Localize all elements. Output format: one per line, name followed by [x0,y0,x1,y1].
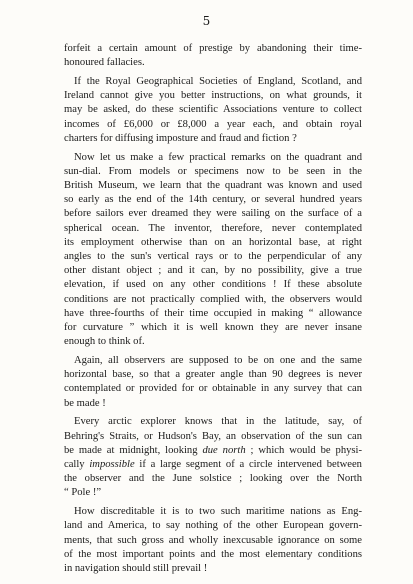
paragraph [64,42,362,70]
line-text: Now let us make a few practical remarks on the quadrant and [74,151,362,163]
text-line [64,278,362,292]
text-line [64,165,362,179]
paragraph [64,415,362,500]
text-line [64,222,362,236]
line-text: so early as the end of the 14th century, or several hundred years [64,194,362,206]
text-line [64,444,362,458]
line-text: If the Royal Geographical Societies of England, Scotland, and [74,76,362,87]
text-line [64,250,362,264]
text-line [64,519,362,533]
line-text: in navigation should still prevail ! [64,563,208,575]
text-line [64,103,362,117]
text-line [64,151,362,165]
text-line [64,562,362,576]
paragraph [64,505,362,576]
text-line [64,415,362,429]
text-line [64,42,362,56]
text-line [64,505,362,519]
text-line [64,307,362,321]
text-line [64,397,362,411]
page-number: 5 [202,14,211,28]
line-text: angles to the sun's vertical rays or to the perpendicular of any [64,251,362,263]
line-text: its employment otherwise than on an horizontal base, at right [64,236,362,248]
line-text: land and America, to say nothing of the other European govern- [64,520,362,532]
line-text: if a large segment of a circle intervened between [134,459,362,471]
line-text: other distant object ; and it can, by no possibility, give a true [64,265,362,277]
line-text: for curvature ” which it is well known they are never insane [64,322,362,334]
line-text: have three-fourths of their time occupied in making “ allowance [64,307,362,319]
line-text: Again, all observers are supposed to be on one and the same [74,355,362,367]
line-text: incomes of £6,000 or £8,000 a year each, and obtain royal [64,118,362,130]
text-line [64,179,362,193]
text-line [64,368,362,382]
text-line [64,335,362,349]
text-line [64,486,362,500]
text-line [64,75,362,89]
line-text: charters for diffusing imposture and fraud and fiction ? [64,132,297,144]
line-text: ments, that such gross and wholly inexcusable ignorance on some [64,534,362,546]
line-text: contemplated or provided for or obtainable in any survey that can [64,383,362,395]
line-text: ; which would be physi- [245,444,363,456]
text-line [64,382,362,396]
line-text: honoured fallacies. [64,57,145,69]
line-text: may be asked, do these scientific Associations venture to collect [64,104,362,116]
line-text: of the most important points and the most elementary conditions [64,548,362,560]
text-line [64,56,362,70]
paragraph [64,354,362,411]
text-line [64,354,362,368]
line-text: Ireland cannot give you better instructions, on what grounds, it [64,90,362,102]
line-text: Every arctic explorer knows that in the latitude, say, of [74,416,362,428]
line-text: elevation, if used on any other conditions ! If these absolute [64,279,362,291]
line-text: How discreditable it is to two such maritime nations as Eng- [74,506,362,518]
text-line [64,118,362,132]
text-line [64,472,362,486]
emphasis-text: impossible [89,459,135,471]
line-text: “ Pole !” [64,487,102,499]
text-line [64,458,362,472]
line-text: conditions are not practically complied with, the observers would [64,293,362,305]
body-text [64,42,362,581]
text-line [64,207,362,221]
text-line [64,193,362,207]
paragraph [64,151,362,350]
line-text: cally [64,459,90,471]
emphasis-text: due north [202,444,246,456]
text-line [64,236,362,250]
line-text: sun-dial. From models or specimens now to be seen in the [64,165,362,177]
line-text: enough to think of. [64,336,145,348]
line-text: the observer and the June solstice ; looking over the North [64,473,362,485]
text-line [64,132,362,146]
text-line [64,89,362,103]
text-line [64,264,362,278]
line-text: horizontal base, so that a greater angle than 90 degrees is never [64,369,362,381]
text-line [64,430,362,444]
line-text: forfeit a certain amount of prestige by abandoning their time- [64,43,362,54]
line-text: before sailors ever dreamed they were sailing on the surface of a [64,208,362,220]
text-line [64,321,362,335]
line-text: be made ! [64,397,106,409]
line-text: British Museum, we learn that the quadrant was known and used [64,180,362,192]
text-line [64,548,362,562]
line-text: spherical ocean. The inventor, therefore, never contemplated [64,222,362,234]
text-line [64,534,362,548]
line-text: Behring's Straits, or Hudson's Bay, an observation of the sun can [64,430,362,442]
text-line [64,293,362,307]
paragraph [64,75,362,146]
line-text: be made at midnight, looking [64,444,203,456]
